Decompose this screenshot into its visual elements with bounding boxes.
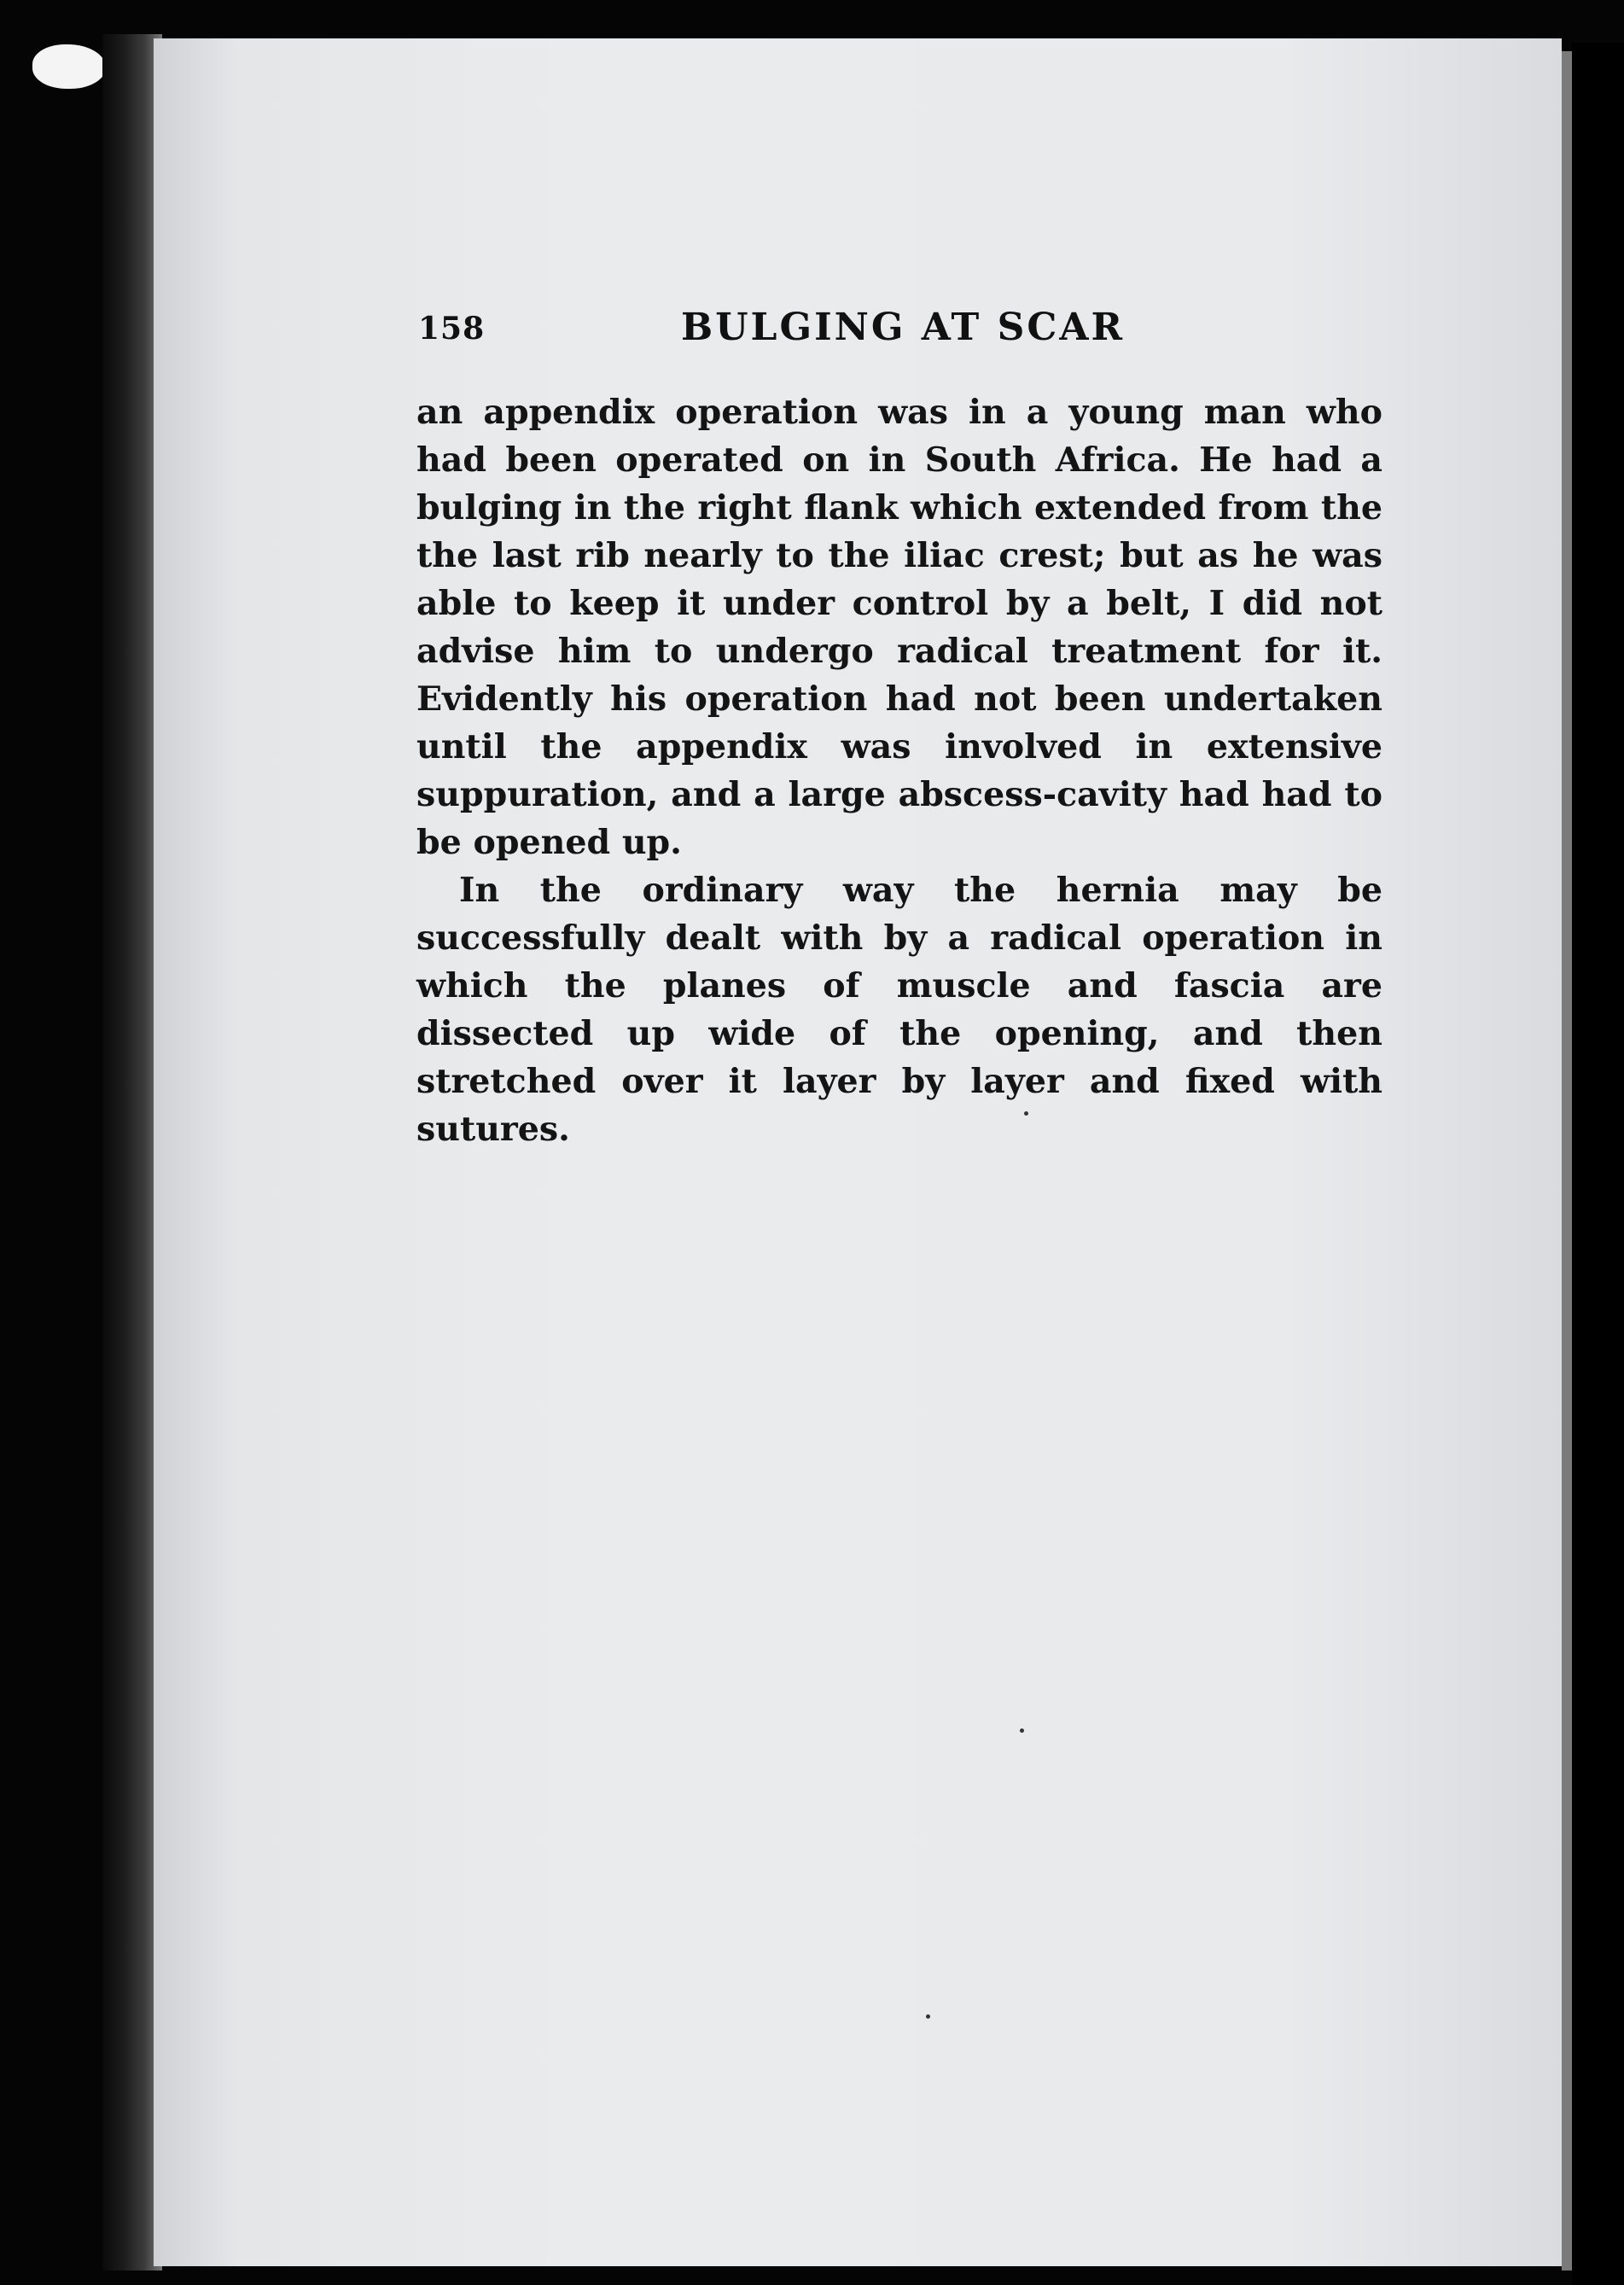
dust-speck bbox=[1020, 1728, 1024, 1733]
page-edge bbox=[1562, 51, 1572, 2270]
page-header bbox=[418, 306, 1382, 357]
paragraph-1: an appendix operation was in a young man who had been operated on in South Africa. He had a bulging in the right flank which extended from the the last rib nearly to the iliac crest; but as he was able to keep it under control by a belt, I did not advise him to undergo radical treatment for it. Evidently his operation had not been undertaken until the appendix was involved in extensive suppuration, and a large abscess-cavity had had to be opened up. bbox=[416, 393, 1382, 862]
page-number: 158 bbox=[418, 311, 486, 347]
paragraph-2: In the ordinary way the hernia may be successfully dealt with by a radical operation in which the planes of muscle and fascia are dissected up wide of the opening, and then stretched over it layer by layer and fixed with sutures. bbox=[416, 871, 1382, 1149]
body-text bbox=[416, 388, 1382, 1153]
dust-speck bbox=[926, 2014, 930, 2019]
scan-artifact-blob bbox=[32, 44, 106, 89]
running-head: BULGING AT SCAR bbox=[681, 306, 1126, 349]
scan-border bbox=[1572, 43, 1624, 2285]
dust-speck bbox=[1024, 1111, 1028, 1116]
